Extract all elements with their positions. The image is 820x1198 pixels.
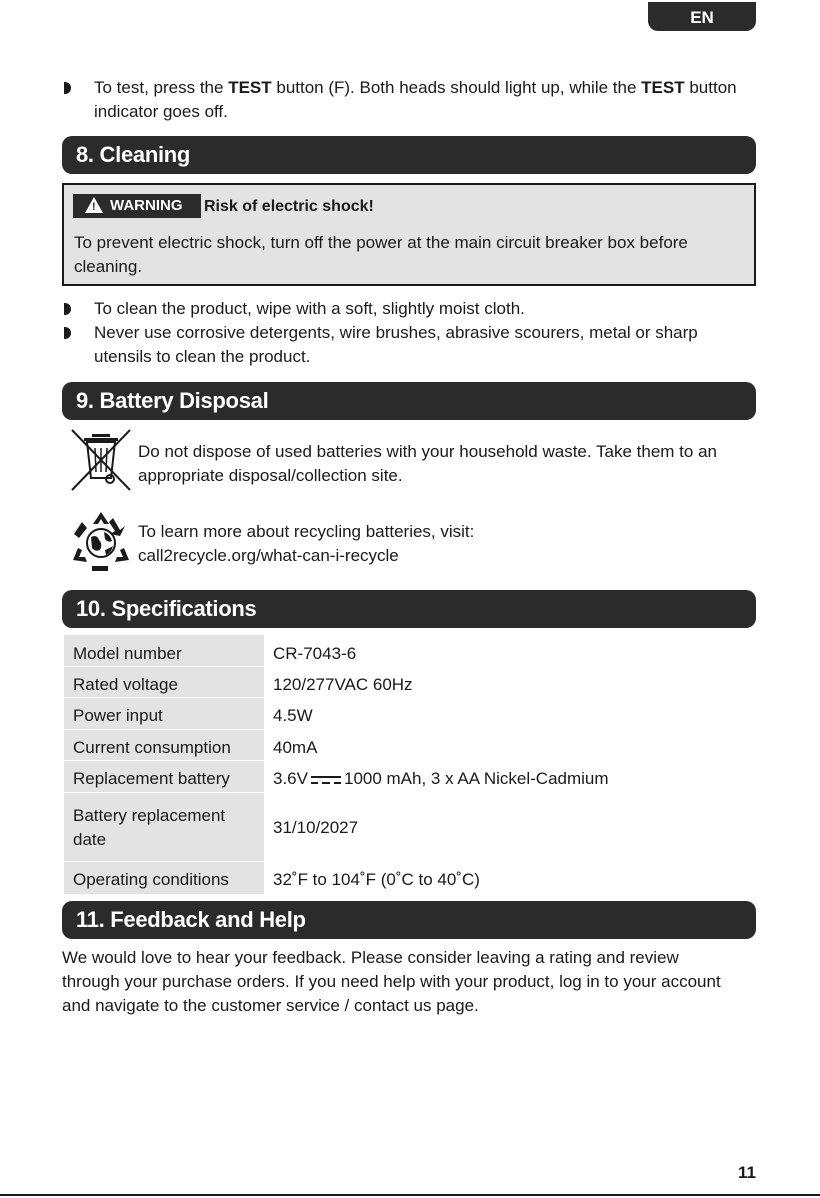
spec-label: Power input bbox=[64, 698, 264, 729]
crossed-out-bin-icon bbox=[70, 428, 132, 492]
warning-title: Risk of electric shock! bbox=[204, 198, 374, 215]
table-row bbox=[62, 761, 756, 792]
intro-text-1: To test, press the bbox=[94, 78, 229, 97]
table-row bbox=[62, 793, 756, 861]
warning-text: To prevent electric shock, turn off the power at the main circuit breaker box before cleaning. bbox=[74, 233, 688, 276]
warning-box bbox=[62, 183, 756, 286]
spec-value: 3.6V 1000 mAh, 3 x AA Nickel-Cadmium bbox=[273, 769, 609, 788]
spec-label: Current consumption bbox=[64, 730, 264, 760]
intro-text-3: button bbox=[684, 78, 737, 97]
feedback-text: We would love to hear your feedback. Please consider leaving a rating and review through your purchase orders. If you need help with your product, log in to your account and navigate to the customer service / contact us page. bbox=[62, 948, 721, 1015]
test-label: TEST bbox=[228, 78, 272, 97]
spec-value: 4.5W bbox=[273, 706, 313, 725]
recycle-link[interactable]: call2recycle.org/what-can-i-recycle bbox=[138, 546, 399, 565]
spec-label: Operating conditions bbox=[64, 862, 264, 894]
spec-label: Battery replacement date bbox=[64, 793, 264, 861]
language-tab[interactable]: EN bbox=[648, 2, 756, 31]
intro-text-2: button (F). Both heads should light up, while the bbox=[271, 78, 642, 97]
recycle-globe-icon bbox=[70, 510, 132, 572]
section-heading-battery-disposal: 9. Battery Disposal bbox=[62, 382, 756, 420]
intro-bullet-list bbox=[62, 76, 756, 124]
bullet-marker-icon bbox=[64, 327, 71, 339]
spec-value: 32˚F to 104˚F (0˚C to 40˚C) bbox=[273, 870, 480, 889]
spec-value: 120/277VAC 60Hz bbox=[273, 675, 413, 694]
spec-label: Model number bbox=[64, 635, 264, 666]
spec-label: Replacement battery bbox=[64, 761, 264, 792]
warning-badge: ! WARNING bbox=[73, 194, 201, 218]
table-row bbox=[62, 862, 756, 894]
spec-value: 40mA bbox=[273, 738, 318, 757]
table-row bbox=[62, 730, 756, 760]
test-label: TEST bbox=[641, 78, 685, 97]
warning-badge-label: WARNING bbox=[110, 197, 183, 214]
intro-text-line2: indicator goes off. bbox=[94, 102, 228, 121]
table-row bbox=[62, 698, 756, 729]
list-item: Never use corrosive detergents, wire brushes, abrasive scourers, metal or sharp utensils to clean the product. bbox=[62, 321, 756, 369]
bullet-marker-icon bbox=[64, 303, 71, 315]
bullet-marker-icon bbox=[64, 82, 71, 94]
list-item bbox=[62, 76, 756, 124]
page-number: 11 bbox=[738, 1163, 756, 1182]
battery-recycle-text: To learn more about recycling batteries, visit: call2recycle.org/what-can-i-recycle bbox=[138, 522, 475, 565]
cleaning-bullet-list bbox=[62, 297, 756, 369]
spec-value: CR-7043-6 bbox=[273, 644, 357, 663]
list-item: To clean the product, wipe with a soft, slightly moist cloth. bbox=[62, 297, 756, 321]
spec-value: 31/10/2027 bbox=[273, 818, 359, 837]
battery-dispose-text: Do not dispose of used batteries with your household waste. Take them to an appropriate disposal/collection site. bbox=[138, 442, 717, 485]
direct-current-icon bbox=[310, 774, 342, 786]
spec-label: Rated voltage bbox=[64, 667, 264, 697]
section-heading-feedback: 11. Feedback and Help bbox=[62, 901, 756, 939]
table-row bbox=[62, 667, 756, 697]
table-row bbox=[62, 635, 756, 666]
page-divider bbox=[0, 1194, 820, 1196]
section-heading-specifications: 10. Specifications bbox=[62, 590, 756, 628]
section-heading-cleaning: 8. Cleaning bbox=[62, 136, 756, 174]
